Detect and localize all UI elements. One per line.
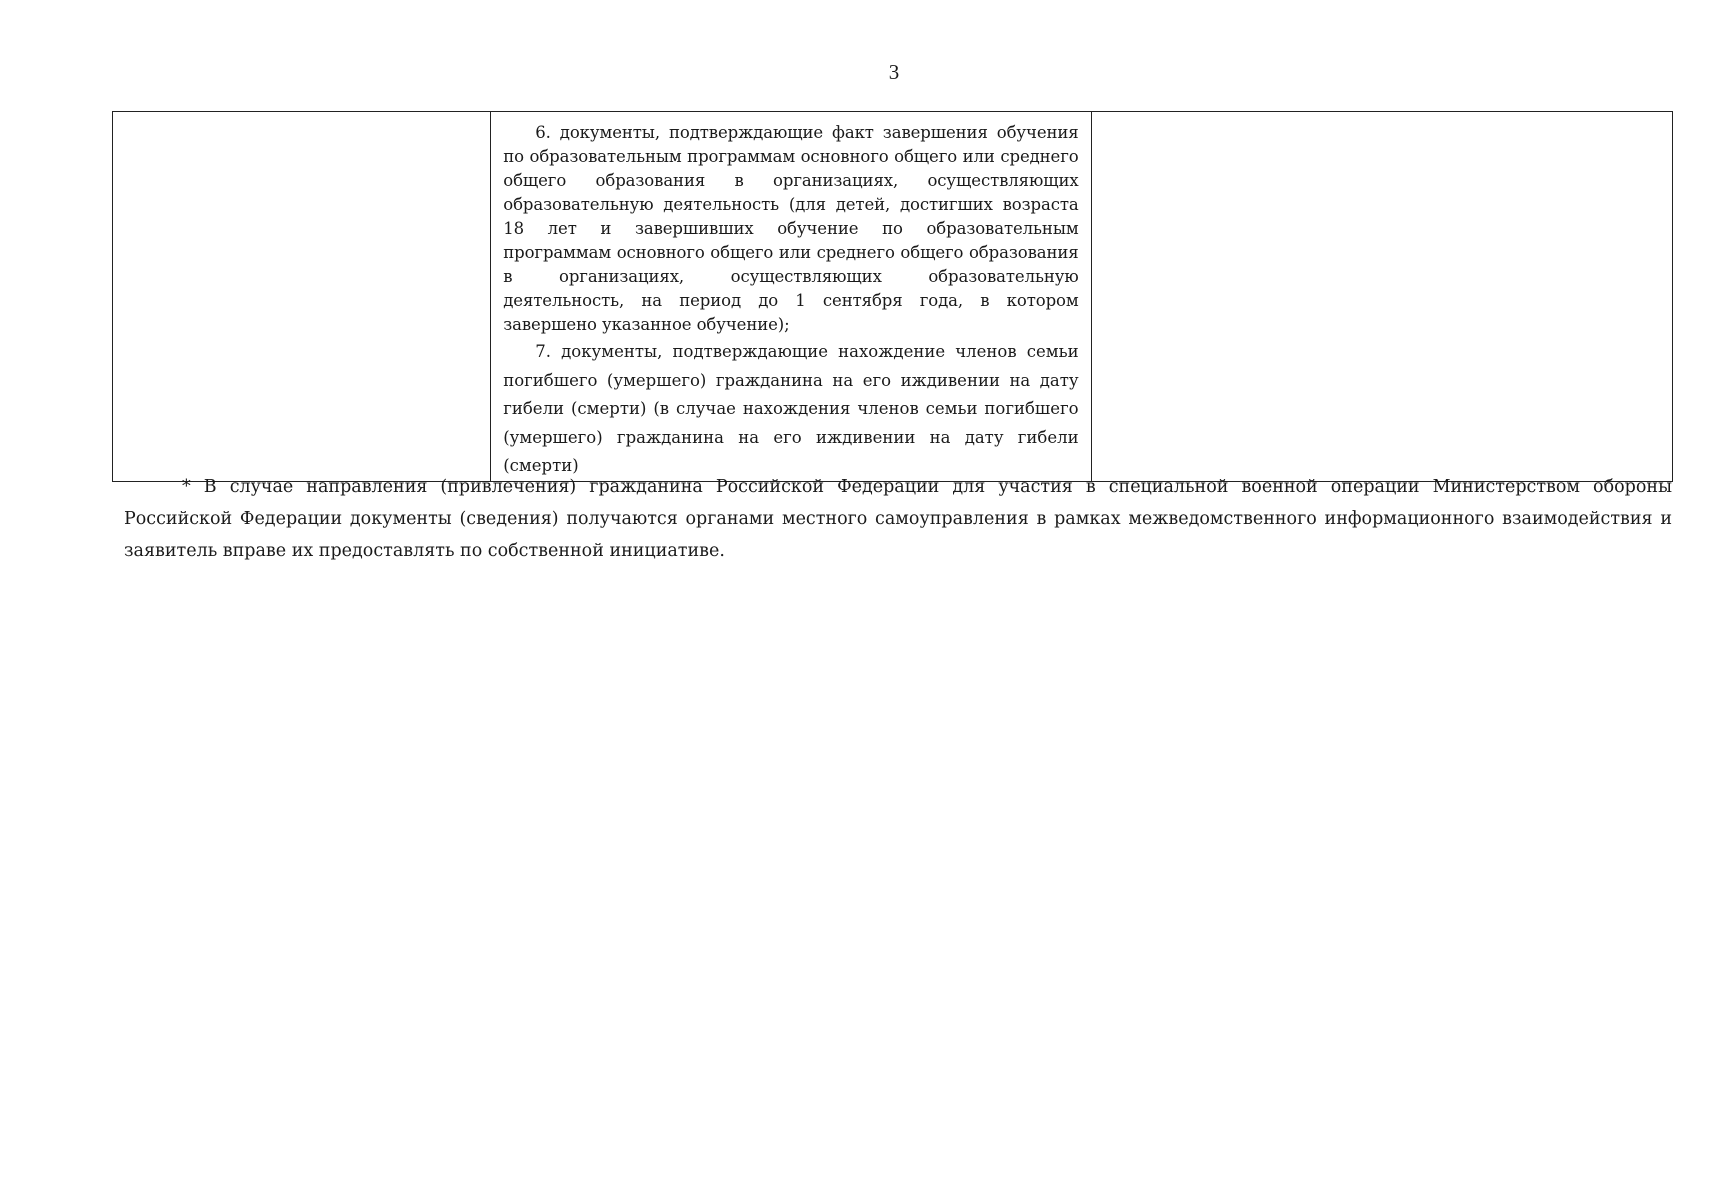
list-item-6: 6. документы, подтверждающие факт завершения обучения по образовательным программам основного общего или среднего общего образования в организациях, осуществляющих образовательную деятельность (для детей, достигших возраста 18 лет и завершивших обучение по образовательным программам основного общего или среднего общего образования в организациях, осуществляющих образовательную деятельность, на период до 1 сентября года, в котором завершено указанное обучение);	[503, 123, 1079, 334]
documents-table	[112, 111, 1673, 482]
footnote: * В случае направления (привлечения) гражданина Российской Федерации для участия в специальной военной операции Министерством обороны Российской Федерации документы (сведения) получаются органами местного самоуправления в рамках межведомственного информационного взаимодействия и заявитель вправе их предоставлять по собственной инициативе.	[124, 477, 1672, 561]
list-item-7: 7. документы, подтверждающие нахождение членов семьи погибшего (умершего) гражданина на его иждивении на дату гибели (смерти) (в случае нахождения членов семьи погибшего (умершего) гражданина на его иждивении на дату гибели (смерти)	[503, 342, 1079, 475]
left-cell	[113, 112, 491, 482]
page-number: 3	[888, 60, 900, 84]
table-row	[113, 112, 1673, 482]
documents-list-cell	[491, 112, 1091, 482]
right-cell	[1091, 112, 1672, 482]
